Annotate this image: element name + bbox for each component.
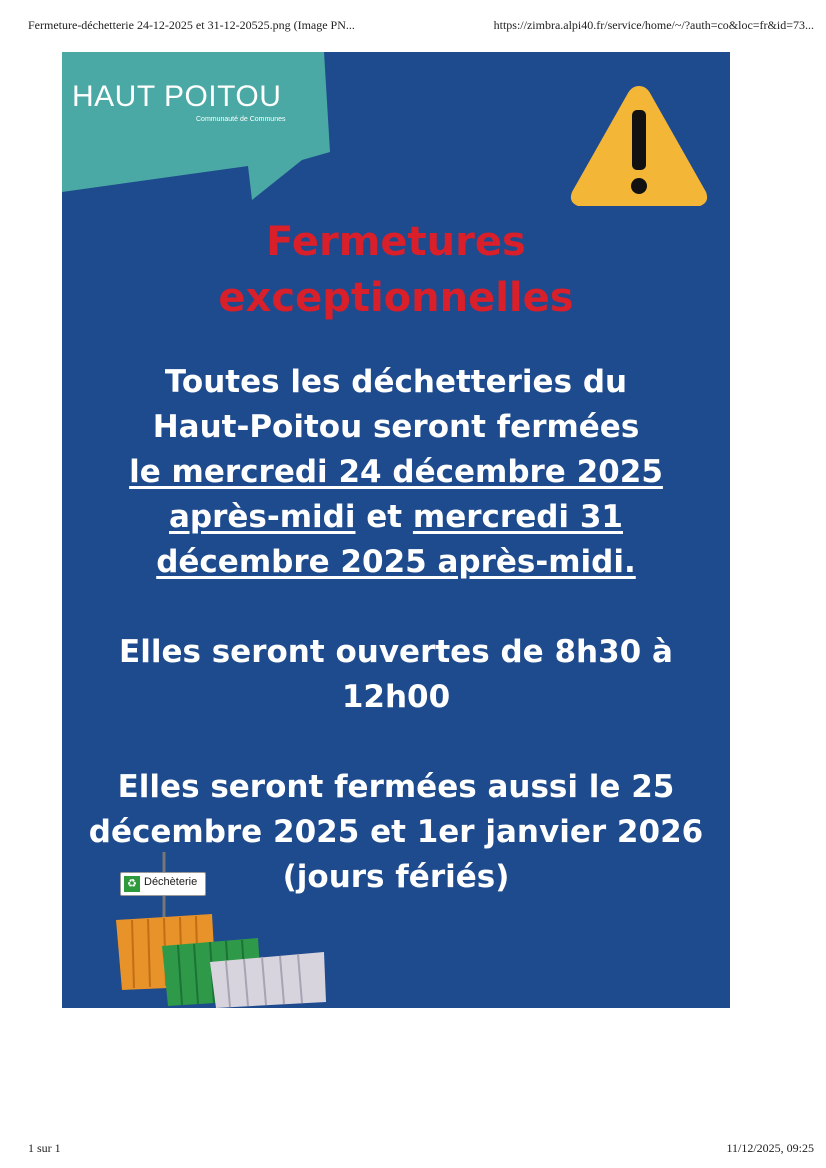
print-header-url: https://zimbra.alpi40.fr/service/home/~/?auth=co&loc=fr&id=73... — [493, 18, 814, 32]
recycle-person-icon: ♻ — [124, 876, 140, 892]
dechetterie-sign — [120, 872, 206, 896]
print-header-title: Fermeture-déchetterie 24-12-2025 et 31-12-20525.png (Image PN... — [28, 18, 355, 32]
holiday-line-2: décembre 2025 et 1er janvier 2026 — [88, 814, 704, 850]
closure-afternoon-1: après-midi — [169, 499, 356, 535]
logo-text: HAUT POITOU — [72, 80, 282, 113]
title-line-1: Fermetures — [266, 219, 526, 265]
holiday-line-3: (jours fériés) — [282, 859, 510, 895]
opening-line-1: Elles seront ouvertes de 8h30 à — [119, 634, 673, 670]
holiday-line-1: Elles seront fermées aussi le 25 — [117, 769, 675, 805]
poster-title — [62, 214, 730, 326]
closure-date-2: mercredi 31 — [412, 499, 623, 535]
sign-label: Déchèterie — [144, 876, 198, 888]
opening-line-2: 12h00 — [341, 679, 451, 715]
title-line-2: exceptionnelles — [218, 275, 574, 321]
poster — [62, 52, 730, 1008]
closure-connector: et — [355, 499, 413, 535]
print-footer-page: 1 sur 1 — [28, 1141, 61, 1155]
closure-line-1: Toutes les déchetteries du — [164, 364, 628, 400]
closure-date-1: le mercredi 24 décembre 2025 — [129, 454, 663, 490]
warning-icon — [566, 80, 712, 212]
closure-paragraph — [62, 360, 730, 585]
closure-line-2: Haut-Poitou seront fermées — [152, 409, 640, 445]
closure-line-5 — [62, 540, 730, 585]
closure-line-3 — [62, 450, 730, 495]
haut-poitou-logo — [72, 80, 302, 140]
closure-line-4 — [62, 495, 730, 540]
logo-subtitle: Communauté de Communes — [196, 116, 286, 123]
closure-date-2-cont: décembre 2025 après-midi. — [156, 544, 636, 580]
poster-body — [62, 360, 730, 900]
opening-hours-paragraph — [62, 630, 730, 720]
print-footer-datetime: 11/12/2025, 09:25 — [726, 1141, 814, 1155]
